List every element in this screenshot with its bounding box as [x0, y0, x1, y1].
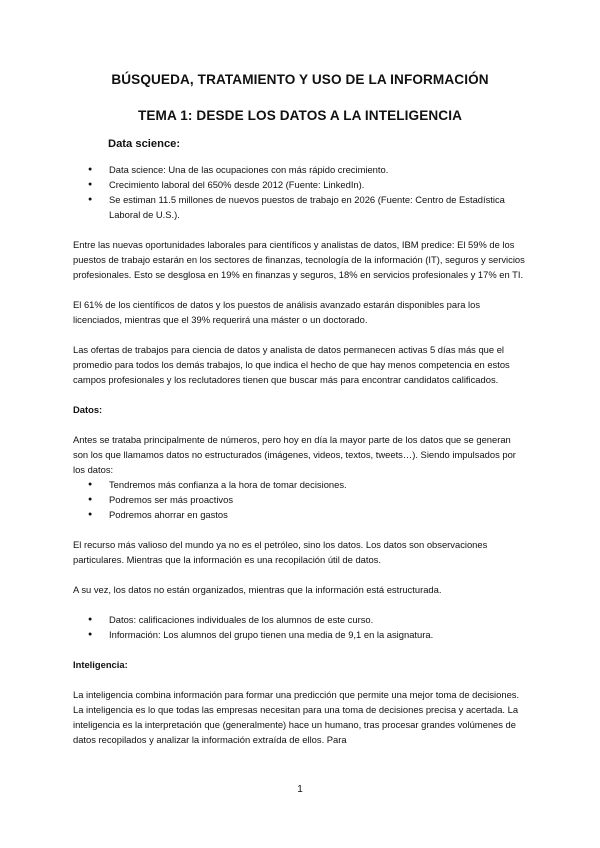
document-title: BÚSQUEDA, TRATAMIENTO Y USO DE LA INFORMACIÓN — [111, 72, 489, 87]
paragraph-inteligencia: La inteligencia combina información para formar una predicción que permite una mejor toma de decisiones. La inteligencia es lo que todas las empresas necesitan para una toma de decisiones precisa y acertada. La inteligencia es la interpretación que (generalmente) hace un humano, tras procesar grandes volúmenes de datos recopilados y analizar la información extraída de ellos. Para — [73, 689, 520, 745]
list-item: ● Podremos ahorrar en gastos — [73, 507, 528, 522]
list-item: ● Data science: Una de las ocupaciones con más rápido crecimiento. — [73, 162, 528, 177]
section-heading-data-science: Data science: — [108, 138, 181, 150]
page-number: 1 — [297, 784, 303, 795]
list-item: ● Tendremos más confianza a la hora de tomar decisiones. — [73, 477, 528, 492]
data-science-list — [73, 162, 528, 222]
list-item: ● Crecimiento laboral del 650% desde 2012 (Fuente: LinkedIn). — [73, 177, 528, 192]
paragraph-datos-intro: Antes se trataba principalmente de números, pero hoy en día la mayor parte de los datos que se generan son los que llamamos datos no estructurados (imágenes, videos, textos, tweets…). Siendo impulsados por los datos: — [73, 434, 516, 475]
list-item: ● Datos: calificaciones individuales de los alumnos de este curso. — [73, 612, 528, 627]
section-heading-datos: Datos: — [73, 404, 103, 415]
paragraph-organization: A su vez, los datos no están organizados, mientras que la información está estructurada. — [73, 584, 442, 595]
list-item: ● Podremos ser más proactivos — [73, 492, 528, 507]
paragraph-ibm-prediction: Entre las nuevas oportunidades laborales para científicos y analistas de datos, IBM predice: El 59% de los puestos de trabajo estarán en los sectores de finanzas, tecnología de la información (IT), seguros y servicios profesionales. Esto se desglosa en 19% en finanzas y seguros, 18% en servicios profesionales y 17% en TI. — [73, 239, 525, 280]
section-heading-inteligencia: Inteligencia: — [73, 659, 128, 670]
topic-title: TEMA 1: DESDE LOS DATOS A LA INTELIGENCIA — [137, 108, 463, 123]
paragraph-valuable-resource: El recurso más valioso del mundo ya no es el petróleo, sino los datos. Los datos son observaciones particulares. Mientras que la información es una recopilación útil de datos. — [73, 539, 488, 565]
paragraph-job-offers: Las ofertas de trabajos para ciencia de datos y analista de datos permanecen activas 5 días más que el promedio para todos los demás trabajos, lo que indica el hecho de que hay menos competencia en estos campos profesionales y los reclutadores tienen que buscar más para encontrar candidatos calificados. — [73, 344, 510, 385]
datos-benefits-list — [73, 477, 528, 522]
list-item: ● Información: Los alumnos del grupo tienen una media de 9,1 en la asignatura. — [73, 627, 528, 642]
datos-example-list — [73, 612, 528, 642]
list-item: ● Se estiman 11.5 millones de nuevos puestos de trabajo en 2026 (Fuente: Centro de Estadística Laboral de U.S.). — [73, 192, 528, 222]
paragraph-graduates: El 61% de los científicos de datos y los puestos de análisis avanzado estarán disponibles para los licenciados, mientras que el 39% requerirá una máster o un doctorado. — [73, 299, 481, 325]
document-body — [73, 162, 528, 747]
